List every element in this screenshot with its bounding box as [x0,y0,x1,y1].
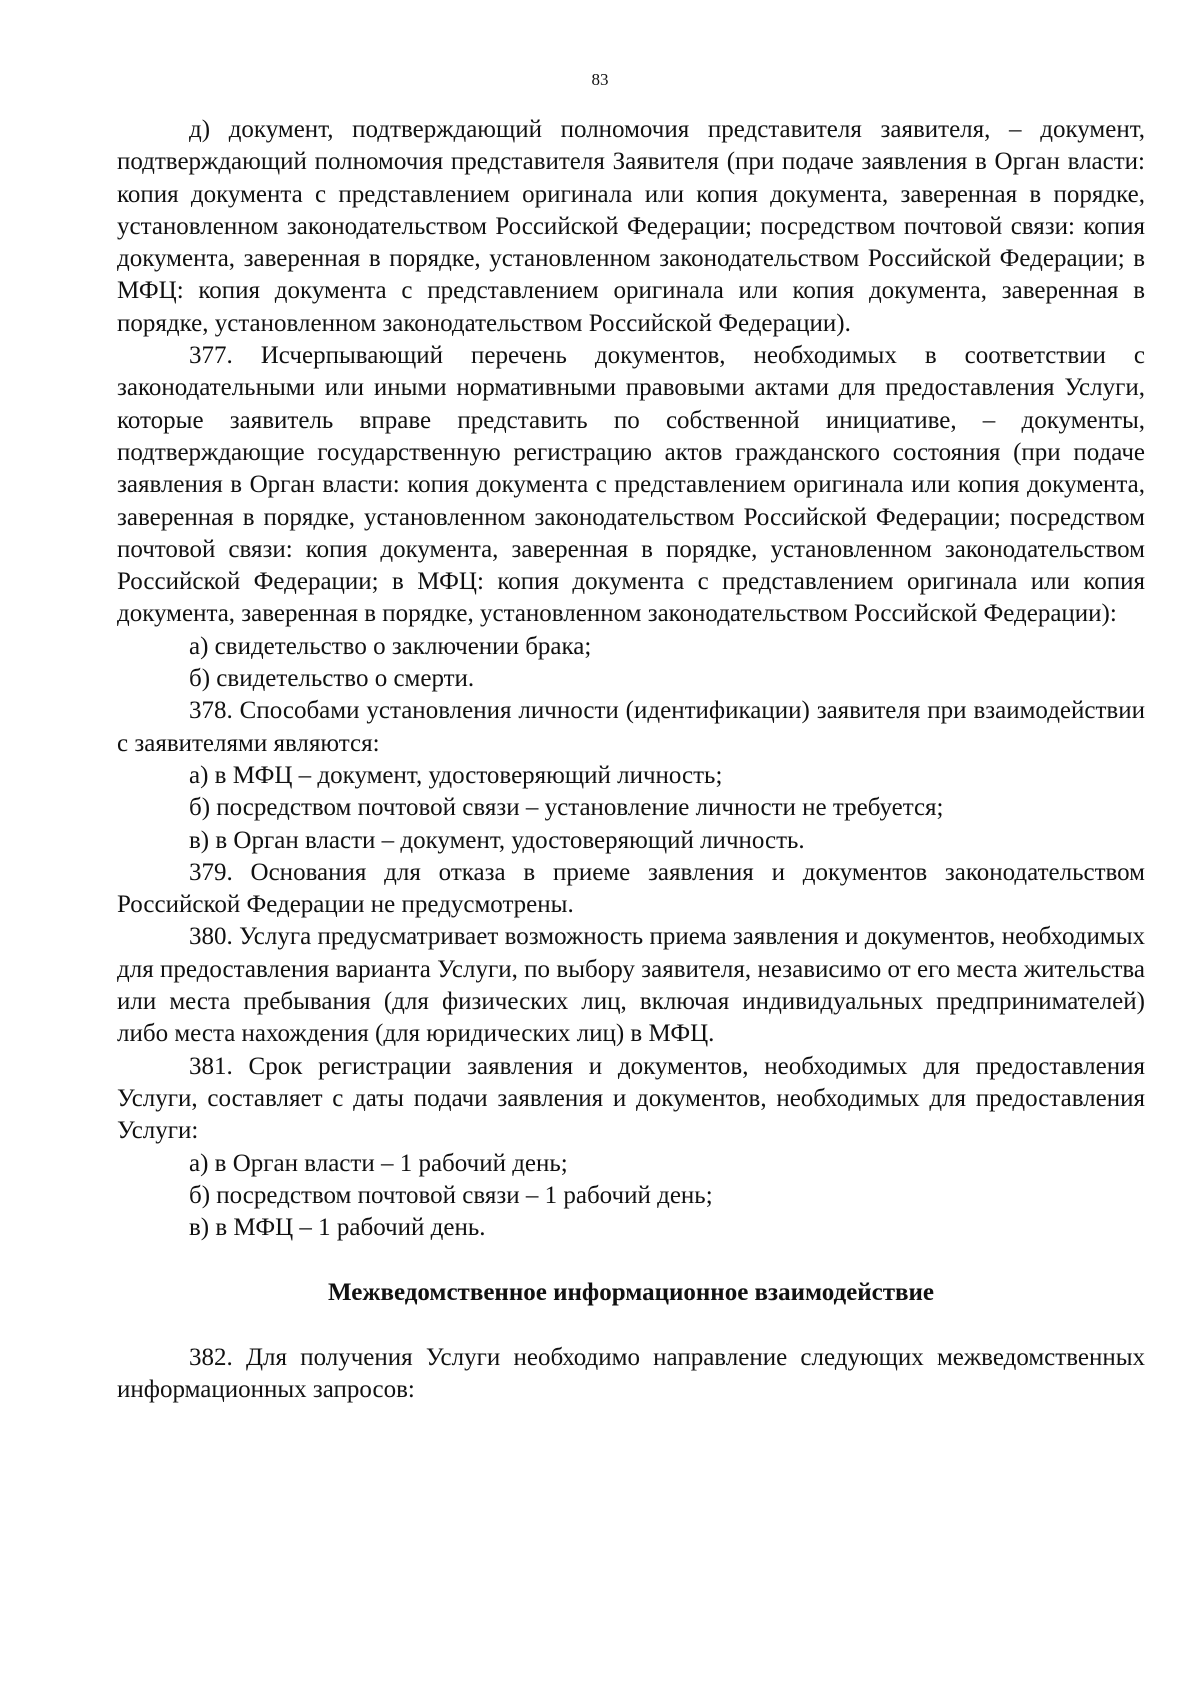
paragraph-377: 377. Исчерпывающий перечень документов, необходимых в соответствии с законодательными или иными нормативными правовыми актами для предоставления Услуги, которые заявитель вправе представить по собственной инициативе, – документы, подтверждающие государственную регистрацию актов гражданского состояния (при подаче заявления в Орган власти: копия документа с представлением оригинала или копия документа, заверенная в порядке, установленном законодательством Российской Федерации; посредством почтовой связи: копия документа, заверенная в порядке, установленном законодательством Российской Федерации; в МФЦ: копия документа с представлением оригинала или копия документа, заверенная в порядке, установленном законодательством Российской Федерации): [117,342,1145,628]
paragraph-d-representative-document: д) документ, подтверждающий полномочия представителя заявителя, – документ, подтверждающий полномочия представителя Заявителя (при подаче заявления в Орган власти: копия документа с представлением оригинала или копия документа, заверенная в порядке, установленном законодательством Российской Федерации; посредством почтовой связи: копия документа, заверенная в порядке, установленном законодательством Российской Федерации; в МФЦ: копия документа с представлением оригинала или копия документа, заверенная в порядке, установленном законодательством Российской Федерации). [117,116,1145,337]
list-item-authority-term: а) в Орган власти – 1 рабочий день; [189,1149,568,1177]
paragraph-379: 379. Основания для отказа в приеме заявления и документов законодательством Российской Федерации не предусмотрены. [117,858,1145,919]
document-body [117,114,1145,1406]
list-item-post-identity: б) посредством почтовой связи – установление личности не требуется; [189,794,944,822]
paragraph-381: 381. Срок регистрации заявления и документов, необходимых для предоставления Услуги, составляет с даты подачи заявления и документов, необходимых для предоставления Услуги: [117,1052,1145,1145]
list-item-marriage-certificate: а) свидетельство о заключении брака; [189,632,592,660]
paragraph-378: 378. Способами установления личности (идентификации) заявителя при взаимодействии с заявителями являются: [117,697,1145,757]
list-item-death-certificate: б) свидетельство о смерти. [189,665,475,693]
page-number: 83 [591,70,609,89]
list-item-mfc-identity: а) в МФЦ – документ, удостоверяющий личность; [189,761,723,789]
section-heading: Межведомственное информационное взаимодействие [328,1279,934,1307]
list-item-mfc-term: в) в МФЦ – 1 рабочий день. [189,1214,486,1242]
paragraph-382: 382. Для получения Услуги необходимо направление следующих межведомственных информационных запросов: [117,1343,1145,1403]
list-item-post-term: б) посредством почтовой связи – 1 рабочий день; [189,1181,713,1209]
list-item-authority-identity: в) в Орган власти – документ, удостоверяющий личность. [189,826,805,854]
paragraph-380: 380. Услуга предусматривает возможность приема заявления и документов, необходимых для предоставления варианта Услуги, по выбору заявителя, независимо от его места жительства или места пребывания (для физических лиц, включая индивидуальных предпринимателей) либо места нахождения (для юридических лиц) в МФЦ. [117,923,1145,1048]
